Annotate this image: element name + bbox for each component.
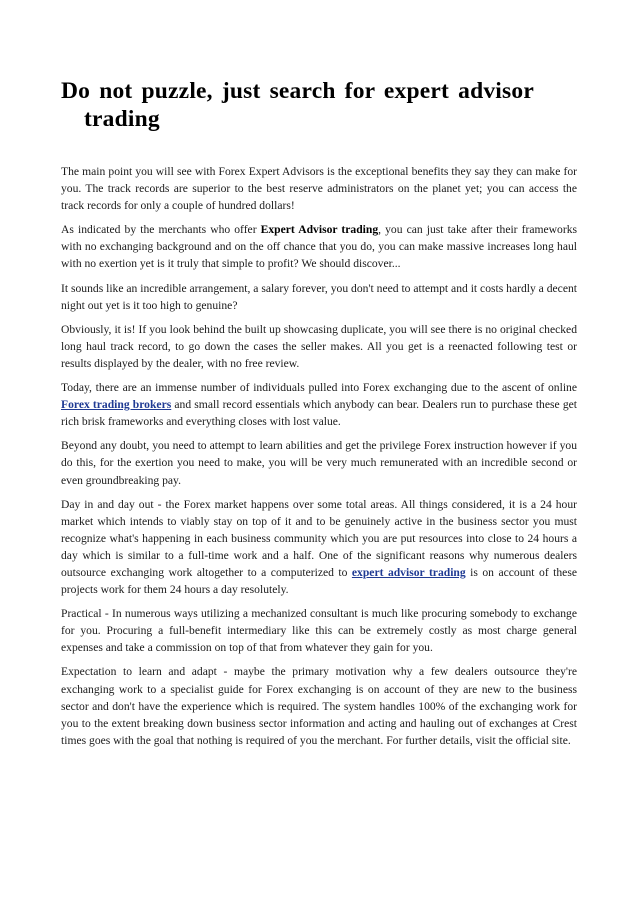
paragraph-7-text-end: is on account of these projects work for them 24 hours a day resolutely.: [61, 565, 577, 597]
expert-advisor-trading-bold: Expert Advisor trading: [260, 223, 379, 237]
paragraph-5-text-start: Today, there are an immense number of individuals pulled into Forex exchanging due to the ascent of online: [61, 381, 577, 395]
paragraph-7-text-start: Day in and day out - the Forex market happens over some total areas. All things considered, it is a 24 hour market which intends to viably stay on top of it and to be genuinely active in the business sector you must recognize what's happening in each business community which you are put resources into close to 24 hours a day which is similar to a full-time work and a half. One of the significant reasons why numerous dealers outsource exchanging work altogether to a computerized to: [61, 497, 577, 579]
paragraph-7: [61, 496, 577, 599]
paragraph-6: Beyond any doubt, you need to attempt to learn abilities and get the privilege Forex instruction however if you do this, for the exertion you need to make, you will be very much remunerated with an incredible second or even groundbreaking pay.: [61, 439, 577, 487]
paragraph-5-text-end: and small record essentials which anybody can bear. Dealers run to purchase these get rich brisk frameworks and everything closes with lost value.: [61, 398, 577, 429]
paragraph-3: It sounds like an incredible arrangement, a salary forever, you don't need to attempt and it costs hardly a decent night out yet is it too high to genuine?: [61, 281, 577, 312]
paragraph-1: The main point you will see with Forex Expert Advisors is the exceptional benefits they say they can make for you. The track records are superior to the best reserve administrators on the planet yet; you can access the track records for only a couple of hundred dollars!: [61, 165, 577, 213]
page-title: [61, 77, 577, 133]
paragraph-8: Practical - In numerous ways utilizing a mechanized consultant is much like procuring somebody to exchange for you. Procuring a full-benefit intermediary like this can be extremely costly as most charge general expenses and take a commission on top of that from whatever they gain for you.: [61, 607, 577, 655]
paragraph-5: [61, 379, 577, 430]
expert-advisor-trading-link[interactable]: expert advisor trading: [351, 565, 466, 579]
paragraph-2-text-start: As indicated by the merchants who offer: [61, 223, 261, 237]
paragraph-4: Obviously, it is! If you look behind the built up showcasing duplicate, you will see there is no original checked long haul track record, to go down the cases the seller makes. All you get is a reenacted following test or results displayed by the dealer, with no free review.: [61, 322, 577, 370]
title-line-2: trading: [84, 106, 160, 132]
title-line-1: Do not puzzle, just search for expert advisor: [61, 78, 534, 104]
article-body: [61, 163, 577, 756]
paragraph-2: [61, 221, 577, 272]
forex-trading-brokers-link[interactable]: Forex trading brokers: [61, 398, 172, 412]
paragraph-2-text-end: , you can just take after their frameworks with no exchanging background and on the off chance that you do, you can make massive increases long haul with no exertion yet is it truly that simple to profit? We should discover...: [61, 223, 578, 271]
paragraph-9: Expectation to learn and adapt - maybe the primary motivation why a few dealers outsource they're exchanging work to a specialist guide for Forex exchanging is on account of they are new to the business sector and don't have the experience which is required. The system handles 100% of the exchanging work for you to the extent breaking down business sector information and acting and hauling out of exchanges at Crest times goes with the goal that nothing is required of you the merchant. For further details, visit the official site.: [61, 665, 577, 747]
